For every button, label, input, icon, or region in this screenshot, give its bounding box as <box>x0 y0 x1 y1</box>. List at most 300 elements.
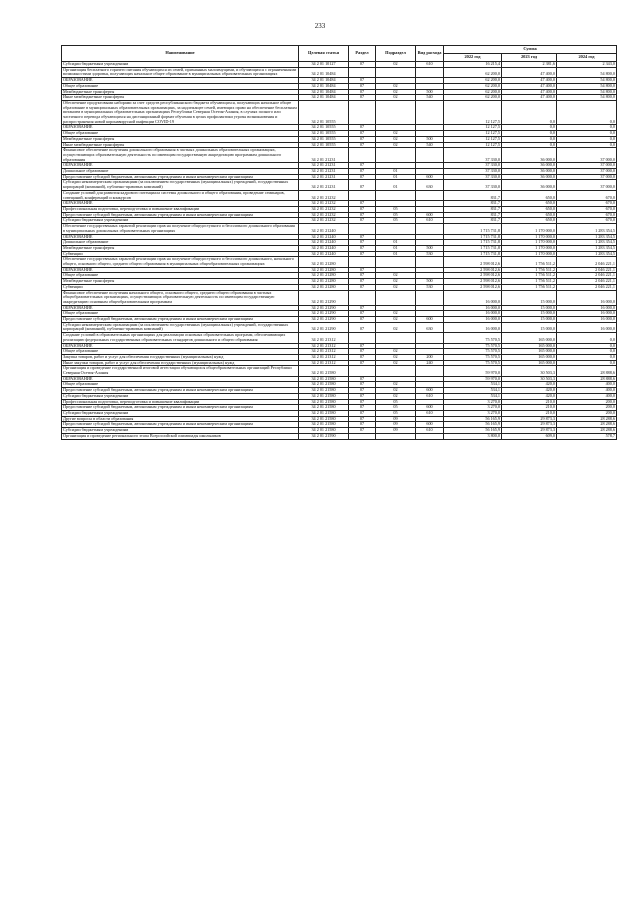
cell-subsection: 05 <box>376 206 416 212</box>
cell-2023: 210,0 <box>502 405 557 411</box>
cell-section: 07 <box>349 428 376 434</box>
cell-2023: 210,0 <box>502 399 557 405</box>
cell-section: 07 <box>349 416 376 422</box>
cell-subsection: 02 <box>376 273 416 279</box>
cell-code: 34 2 01 21312 <box>299 343 349 349</box>
cell-subsection: 01 <box>376 169 416 175</box>
cell-code: 34 2 01 21580 <box>299 382 349 388</box>
cell-subsection: 02 <box>376 142 416 148</box>
cell-2022: 59 970,0 <box>444 376 502 382</box>
cell-2024: 28 288,6 <box>557 416 617 422</box>
cell-2023: 36 000,0 <box>502 163 557 169</box>
cell-code: 34 2 01 10555 <box>299 100 349 125</box>
cell-section: 07 <box>349 311 376 317</box>
cell-exp-type <box>416 290 444 305</box>
cell-exp-type: 500 <box>416 89 444 95</box>
cell-code: 34 2 01 21232 <box>299 190 349 200</box>
cell-2023: 609,0 <box>502 433 557 439</box>
cell-2023: 15 000,0 <box>502 290 557 305</box>
cell-name: Субвенции <box>62 284 299 290</box>
cell-2023: 0,0 <box>502 125 557 131</box>
cell-2024: 578,7 <box>557 433 617 439</box>
cell-subsection: 05 <box>376 405 416 411</box>
table-row <box>62 366 617 376</box>
cell-section: 07 <box>349 422 376 428</box>
cell-section: 07 <box>349 411 376 417</box>
cell-exp-type: 610 <box>416 62 444 68</box>
cell-name: Организация и проведение государственной итоговой аттестации обучающихся общеобразовательных организаций Республики Северная Осетия-Алания <box>62 366 299 376</box>
cell-2024: 37 000,0 <box>557 174 617 180</box>
cell-2022: 62 200,0 <box>444 78 502 84</box>
cell-exp-type: 600 <box>416 317 444 323</box>
cell-2023: 1 756 511,2 <box>502 257 557 267</box>
cell-code: 34 2 01 21580 <box>299 376 349 382</box>
cell-section: 07 <box>349 343 376 349</box>
cell-subsection <box>376 148 416 163</box>
cell-section <box>349 257 376 267</box>
cell-2022: 1 715 731,8 <box>444 245 502 251</box>
cell-2022: 37 330,0 <box>444 169 502 175</box>
cell-code: 34 2 01 10555 <box>299 136 349 142</box>
cell-2022: 534,1 <box>444 393 502 399</box>
cell-2022: 16 000,0 <box>444 317 502 323</box>
cell-exp-type: 630 <box>416 180 444 190</box>
cell-section <box>349 333 376 343</box>
cell-exp-type: 540 <box>416 95 444 101</box>
cell-subsection: 01 <box>376 174 416 180</box>
cell-2024: 670,0 <box>557 201 617 207</box>
cell-code: 34 2 01 21312 <box>299 349 349 355</box>
cell-name: Обеспечение продуктовыми наборами за счет средств республиканского бюджета обучающихся, получающих начальное общее образование в муниципальных образовательных организациях, за надлежащее семей, имеющих право на обеспечение бесплатным питанием в муниципальных образовательных организациях Республики Северная Осетия-Алания, в случаях полного или частичного перевода обучающихся на дистанционный формат обучения в целях профилактики угрозы возникновения и распространения новой коронавирусной инфекции COVID-19 <box>63 100 297 124</box>
cell-subsection <box>376 433 416 439</box>
cell-2022: 3 270,0 <box>444 405 502 411</box>
cell-2024: 0,0 <box>557 136 617 142</box>
cell-section: 07 <box>349 142 376 148</box>
cell-name: Организация бесплатного горячего питания обучающихся из семей, признанных малоимущими, и обучающихся с ограниченными возможностями здоровья, получающих начальное общее образование в муниципальных образовательных организациях <box>62 67 299 77</box>
cell-exp-type: 600 <box>416 405 444 411</box>
cell-2024: 54 800,0 <box>557 78 617 84</box>
cell-2024: 0,0 <box>557 360 617 366</box>
cell-name: Субсидии некоммерческим организациям (за исключением государственных (муниципальных) учреждений, государственных корпораций (компаний), публично-правовых компаний) <box>62 322 299 332</box>
cell-2024: 28 288,6 <box>557 422 617 428</box>
cell-name: Организация и проведение регионального этапа Всероссийской олимпиады школьников <box>62 433 299 439</box>
cell-section <box>349 100 376 125</box>
cell-section: 07 <box>349 382 376 388</box>
cell-2023: 2 381,6 <box>502 62 557 68</box>
cell-2024: 670,0 <box>557 218 617 224</box>
cell-name: Дошкольное образование <box>62 240 299 246</box>
table-row <box>62 67 617 77</box>
cell-subsection: 02 <box>376 284 416 290</box>
cell-section: 07 <box>349 206 376 212</box>
cell-2022: 75 570,5 <box>444 349 502 355</box>
cell-exp-type <box>416 224 444 234</box>
cell-2024: 1 283 354,5 <box>557 234 617 240</box>
cell-2024: 400,0 <box>557 388 617 394</box>
cell-2024: 670,0 <box>557 190 617 200</box>
cell-2023: 0,0 <box>502 142 557 148</box>
header-exp-type: Вид расхода <box>416 46 444 62</box>
cell-2024: 200,0 <box>557 411 617 417</box>
cell-code: 34 2 01 10555 <box>299 131 349 137</box>
cell-2024: 0,0 <box>557 142 617 148</box>
table-header <box>62 46 617 62</box>
cell-subsection: 02 <box>376 83 416 89</box>
cell-code: 34 2 01 21232 <box>299 206 349 212</box>
cell-2022: 56 165,9 <box>444 422 502 428</box>
cell-name: Финансовое обеспечение получения начального общего, основного общего, среднего общего образования в частных общеобразовательных организациях, осуществляющих образовательную деятельность по имеющим государственную аккредитацию основным общеобразовательным программам <box>62 290 299 305</box>
cell-2024: 16 000,0 <box>557 305 617 311</box>
cell-exp-type: 530 <box>416 284 444 290</box>
cell-2022: 75 570,5 <box>444 360 502 366</box>
cell-2024: 54 800,0 <box>557 89 617 95</box>
cell-code: 34 2 01 21280 <box>299 257 349 267</box>
cell-subsection: 02 <box>376 349 416 355</box>
cell-2023: 165 000,0 <box>502 349 557 355</box>
cell-code: 34 2 01 21580 <box>299 428 349 434</box>
cell-2022: 37 330,0 <box>444 148 502 163</box>
cell-2022: 62 200,0 <box>444 95 502 101</box>
cell-subsection: 01 <box>376 180 416 190</box>
cell-section: 07 <box>349 399 376 405</box>
cell-code: 34 2 01 21580 <box>299 388 349 394</box>
cell-2023: 15 000,0 <box>502 322 557 332</box>
cell-section: 07 <box>349 245 376 251</box>
cell-code: 34 2 01 21280 <box>299 284 349 290</box>
cell-subsection: 05 <box>376 212 416 218</box>
cell-section: 07 <box>349 317 376 323</box>
cell-code: 34 2 01 21240 <box>299 224 349 234</box>
cell-2024: 28 888,6 <box>557 366 617 376</box>
cell-exp-type: 610 <box>416 218 444 224</box>
cell-2024: 670,0 <box>557 212 617 218</box>
cell-2024: 670,0 <box>557 206 617 212</box>
cell-2022: 37 330,0 <box>444 174 502 180</box>
cell-subsection: 02 <box>376 393 416 399</box>
cell-2023: 36 000,0 <box>502 174 557 180</box>
cell-2023: 30 503,3 <box>502 376 557 382</box>
cell-2023: 650,0 <box>502 201 557 207</box>
cell-code: 34 2 01 21290 <box>299 305 349 311</box>
cell-2024: 37 000,0 <box>557 169 617 175</box>
cell-2023: 1 756 511,2 <box>502 284 557 290</box>
cell-code: 34 2 01 21580 <box>299 393 349 399</box>
cell-code: 34 2 01 21280 <box>299 273 349 279</box>
cell-code: 34 2 01 21232 <box>299 201 349 207</box>
cell-section: 07 <box>349 169 376 175</box>
cell-exp-type: 500 <box>416 279 444 285</box>
cell-subsection: 02 <box>376 131 416 137</box>
cell-code: 34 2 01 21280 <box>299 267 349 273</box>
cell-exp-type <box>416 100 444 125</box>
cell-2023: 1 756 511,2 <box>502 267 557 273</box>
cell-code: 34 2 01 10484 <box>299 95 349 101</box>
cell-section: 07 <box>349 360 376 366</box>
cell-2022: 1 715 731,8 <box>444 224 502 234</box>
cell-exp-type: 610 <box>416 393 444 399</box>
table-row <box>62 190 617 200</box>
cell-2023: 36 000,0 <box>502 180 557 190</box>
cell-section <box>349 290 376 305</box>
cell-section: 07 <box>349 354 376 360</box>
cell-section: 07 <box>349 83 376 89</box>
cell-name: ОБРАЗОВАНИЕ <box>62 201 299 207</box>
cell-exp-type: 600 <box>416 422 444 428</box>
cell-2022: 16 000,0 <box>444 311 502 317</box>
cell-2023: 29 873,3 <box>502 428 557 434</box>
cell-2024: 2 046 221,1 <box>557 273 617 279</box>
cell-section: 07 <box>349 376 376 382</box>
cell-section: 07 <box>349 62 376 68</box>
table-row <box>62 433 617 439</box>
cell-2022: 56 165,9 <box>444 428 502 434</box>
cell-code: 34 2 01 10484 <box>299 67 349 77</box>
cell-2024: 54 800,0 <box>557 83 617 89</box>
cell-2023: 47 400,0 <box>502 67 557 77</box>
cell-2022: 2 598 012,6 <box>444 284 502 290</box>
cell-name: ОБРАЗОВАНИЕ <box>62 343 299 349</box>
cell-code: 34 2 01 21231 <box>299 174 349 180</box>
cell-exp-type <box>416 433 444 439</box>
cell-2023: 650,0 <box>502 212 557 218</box>
cell-2022: 62 200,0 <box>444 67 502 77</box>
cell-section: 07 <box>349 305 376 311</box>
cell-section: 07 <box>349 174 376 180</box>
cell-exp-type: 610 <box>416 411 444 417</box>
cell-section <box>349 224 376 234</box>
cell-code: 34 2 01 10484 <box>299 83 349 89</box>
cell-name: Предоставление субсидий бюджетным, автономным учреждениям и иным некоммерческим организациям <box>62 422 299 428</box>
cell-subsection: 02 <box>376 95 416 101</box>
cell-subsection: 01 <box>376 245 416 251</box>
cell-name: Иные закупки товаров, работ и услуг для обеспечения государственных (муниципальных) нужд <box>62 360 299 366</box>
table-row <box>62 257 617 267</box>
cell-name: Субсидии некоммерческим организациям (за исключением государственных (муниципальных) учреждений, государственных корпораций (компаний), публично-правовых компаний) <box>62 180 299 190</box>
cell-exp-type: 600 <box>416 174 444 180</box>
cell-section: 07 <box>349 405 376 411</box>
cell-code: 34 2 01 21312 <box>299 360 349 366</box>
cell-exp-type: 500 <box>416 245 444 251</box>
cell-2022: 3 270,0 <box>444 411 502 417</box>
cell-name: ОБРАЗОВАНИЕ <box>62 163 299 169</box>
cell-subsection: 02 <box>376 354 416 360</box>
cell-code: 34 2 01 21232 <box>299 218 349 224</box>
cell-2023: 29 873,3 <box>502 416 557 422</box>
cell-name: Профессиональная подготовка, переподготовка и повышение квалификации <box>62 399 299 405</box>
cell-2024: 0,0 <box>557 100 617 125</box>
cell-section: 07 <box>349 279 376 285</box>
cell-name: Иные межбюджетные трансферты <box>62 95 299 101</box>
cell-2022: 831,7 <box>444 218 502 224</box>
header-2024: 2024 год <box>557 54 617 62</box>
cell-code: 34 2 01 21580 <box>299 422 349 428</box>
cell-2024: 16 000,0 <box>557 311 617 317</box>
cell-code: 34 2 01 21290 <box>299 311 349 317</box>
cell-2024: 400,0 <box>557 382 617 388</box>
cell-2023: 165 000,0 <box>502 343 557 349</box>
cell-2024: 200,0 <box>557 399 617 405</box>
cell-section: 07 <box>349 201 376 207</box>
cell-2022: 59 970,0 <box>444 366 502 376</box>
table-row <box>62 333 617 343</box>
table-row <box>62 290 617 305</box>
cell-section: 07 <box>349 322 376 332</box>
table-row <box>62 180 617 190</box>
cell-subsection: 01 <box>376 240 416 246</box>
header-section: Раздел <box>349 46 376 62</box>
cell-2024: 0,0 <box>557 354 617 360</box>
cell-code: 34 2 01 21240 <box>299 234 349 240</box>
cell-2023: 15 000,0 <box>502 311 557 317</box>
cell-name: Создание условий в образовательных организациях для реализации основных образовательных программ, обеспечивающих реализацию федеральных государственных образовательных стандартов дошкольного и общего образования <box>62 333 299 343</box>
cell-2023: 420,0 <box>502 382 557 388</box>
cell-2023: 47 400,0 <box>502 95 557 101</box>
cell-name: Предоставление субсидий бюджетным, автономным учреждениям и иным некоммерческим организациям <box>62 174 299 180</box>
cell-code: 34 2 01 21290 <box>299 290 349 305</box>
cell-subsection: 09 <box>376 422 416 428</box>
cell-name: Субсидии бюджетным учреждениям <box>62 218 299 224</box>
cell-section <box>349 148 376 163</box>
cell-section <box>349 190 376 200</box>
cell-code: 34 2 01 21231 <box>299 169 349 175</box>
cell-name: Общее образование <box>62 83 299 89</box>
cell-2023: 650,0 <box>502 206 557 212</box>
cell-name: Другие вопросы в области образования <box>62 416 299 422</box>
cell-name: ОБРАЗОВАНИЕ <box>62 125 299 131</box>
cell-2024: 16 000,0 <box>557 317 617 323</box>
cell-2024: 54 800,0 <box>557 95 617 101</box>
cell-2023: 1 170 000,0 <box>502 251 557 257</box>
cell-2023: 1 170 000,0 <box>502 245 557 251</box>
cell-exp-type: 530 <box>416 251 444 257</box>
cell-code: 34 2 01 21231 <box>299 148 349 163</box>
cell-2024: 54 800,0 <box>557 67 617 77</box>
cell-name: ОБРАЗОВАНИЕ <box>62 305 299 311</box>
table-row <box>62 224 617 234</box>
cell-exp-type <box>416 67 444 77</box>
cell-2022: 2 598 012,6 <box>444 267 502 273</box>
cell-section: 07 <box>349 136 376 142</box>
budget-table <box>61 45 617 440</box>
cell-code: 34 2 01 21590 <box>299 433 349 439</box>
cell-subsection: 09 <box>376 428 416 434</box>
cell-name: Профессиональная подготовка, переподготовка и повышение квалификации <box>62 206 299 212</box>
cell-name: Субсидии бюджетным учреждениям <box>62 411 299 417</box>
cell-2022: 12 127,5 <box>444 136 502 142</box>
cell-2023: 1 170 000,0 <box>502 240 557 246</box>
cell-code: 34 2 01 10127 <box>299 62 349 68</box>
cell-code: 34 2 01 10484 <box>299 78 349 84</box>
cell-name: Финансовое обеспечение получения дошкольного образования в частных дошкольных образовательных организациях, осуществляющих образовательную деятельность по имеющим государственную аккредитацию программам дошкольного образования <box>62 148 299 163</box>
cell-2022: 1 715 731,8 <box>444 251 502 257</box>
cell-2022: 56 165,9 <box>444 416 502 422</box>
cell-name: Предоставление субсидий бюджетным, автономным учреждениям и иным некоммерческим организациям <box>62 212 299 218</box>
cell-code: 34 2 01 21240 <box>299 251 349 257</box>
cell-2023: 210,0 <box>502 411 557 417</box>
cell-section: 07 <box>349 131 376 137</box>
header-2022: 2022 год <box>444 54 502 62</box>
cell-2024: 2 046 221,1 <box>557 284 617 290</box>
cell-2024: 37 000,0 <box>557 163 617 169</box>
cell-2022: 12 127,5 <box>444 125 502 131</box>
cell-name: Дошкольное образование <box>62 169 299 175</box>
cell-name: Межбюджетные трансферты <box>62 89 299 95</box>
cell-2023: 165 000,0 <box>502 333 557 343</box>
cell-exp-type: 200 <box>416 354 444 360</box>
cell-exp-type <box>416 333 444 343</box>
cell-2024: 2 046 221,1 <box>557 267 617 273</box>
cell-2023: 36 000,0 <box>502 148 557 163</box>
cell-2022: 534,1 <box>444 388 502 394</box>
cell-2022: 12 127,5 <box>444 100 502 125</box>
cell-2022: 1 715 731,8 <box>444 234 502 240</box>
cell-code: 34 2 01 21580 <box>299 366 349 376</box>
cell-2022: 75 570,5 <box>444 343 502 349</box>
cell-code: 34 2 01 21290 <box>299 317 349 323</box>
cell-2023: 1 170 000,0 <box>502 234 557 240</box>
cell-name: Создание условий для развития кадрового потенциала системы дошкольного и общего образования, проведение семинаров, совещаний, конференций и конкурсов <box>62 190 299 200</box>
cell-2024: 0,0 <box>557 343 617 349</box>
page-number: 233 <box>314 22 326 30</box>
cell-exp-type: 240 <box>416 360 444 366</box>
cell-section: 07 <box>349 284 376 290</box>
cell-2024: 37 000,0 <box>557 180 617 190</box>
cell-name: Субсидии бюджетным учреждениям <box>62 62 299 68</box>
cell-code: 34 2 01 21312 <box>299 333 349 343</box>
cell-2023: 47 400,0 <box>502 78 557 84</box>
cell-name: Закупка товаров, работ и услуг для обеспечения государственных (муниципальных) нужд <box>62 354 299 360</box>
cell-2022: 3 800,0 <box>444 433 502 439</box>
cell-2023: 1 756 511,2 <box>502 279 557 285</box>
cell-2023: 0,0 <box>502 131 557 137</box>
cell-2023: 1 756 511,2 <box>502 273 557 279</box>
cell-2023: 1 170 000,0 <box>502 224 557 234</box>
cell-2024: 2 046 221,1 <box>557 279 617 285</box>
cell-subsection <box>376 333 416 343</box>
cell-2024: 1 283 354,5 <box>557 251 617 257</box>
cell-section: 07 <box>349 180 376 190</box>
cell-name: Общее образование <box>62 131 299 137</box>
cell-name: Предоставление субсидий бюджетным, автономным учреждениям и иным некоммерческим организациям <box>62 317 299 323</box>
cell-exp-type: 600 <box>416 212 444 218</box>
cell-code: 34 2 01 10484 <box>299 89 349 95</box>
cell-name: Межбюджетные трансферты <box>62 279 299 285</box>
cell-name: Обеспечение государственных гарантий реализации прав на получение общедоступного и бесплатного дошкольного образования в муниципальных дошкольных образовательных организациях <box>62 224 299 234</box>
cell-exp-type: 630 <box>416 322 444 332</box>
cell-subsection <box>376 190 416 200</box>
cell-2024: 1 283 354,5 <box>557 224 617 234</box>
cell-2023: 15 000,0 <box>502 317 557 323</box>
cell-2023: 650,0 <box>502 190 557 200</box>
cell-exp-type: 500 <box>416 136 444 142</box>
cell-exp-type <box>416 148 444 163</box>
cell-subsection: 01 <box>376 251 416 257</box>
cell-2022: 37 330,0 <box>444 163 502 169</box>
cell-section: 07 <box>349 78 376 84</box>
cell-subsection: 05 <box>376 399 416 405</box>
cell-2022: 12 127,5 <box>444 131 502 137</box>
cell-2024: 0,0 <box>557 349 617 355</box>
cell-2023: 15 000,0 <box>502 305 557 311</box>
header-subsection: Подраздел <box>376 46 416 62</box>
header-code: Целевая статья <box>299 46 349 62</box>
cell-section: 07 <box>349 125 376 131</box>
cell-section: 07 <box>349 212 376 218</box>
cell-2022: 2 598 012,6 <box>444 257 502 267</box>
cell-code: 34 2 01 10555 <box>299 142 349 148</box>
cell-2024: 1 283 354,5 <box>557 240 617 246</box>
cell-2023: 165 000,0 <box>502 360 557 366</box>
